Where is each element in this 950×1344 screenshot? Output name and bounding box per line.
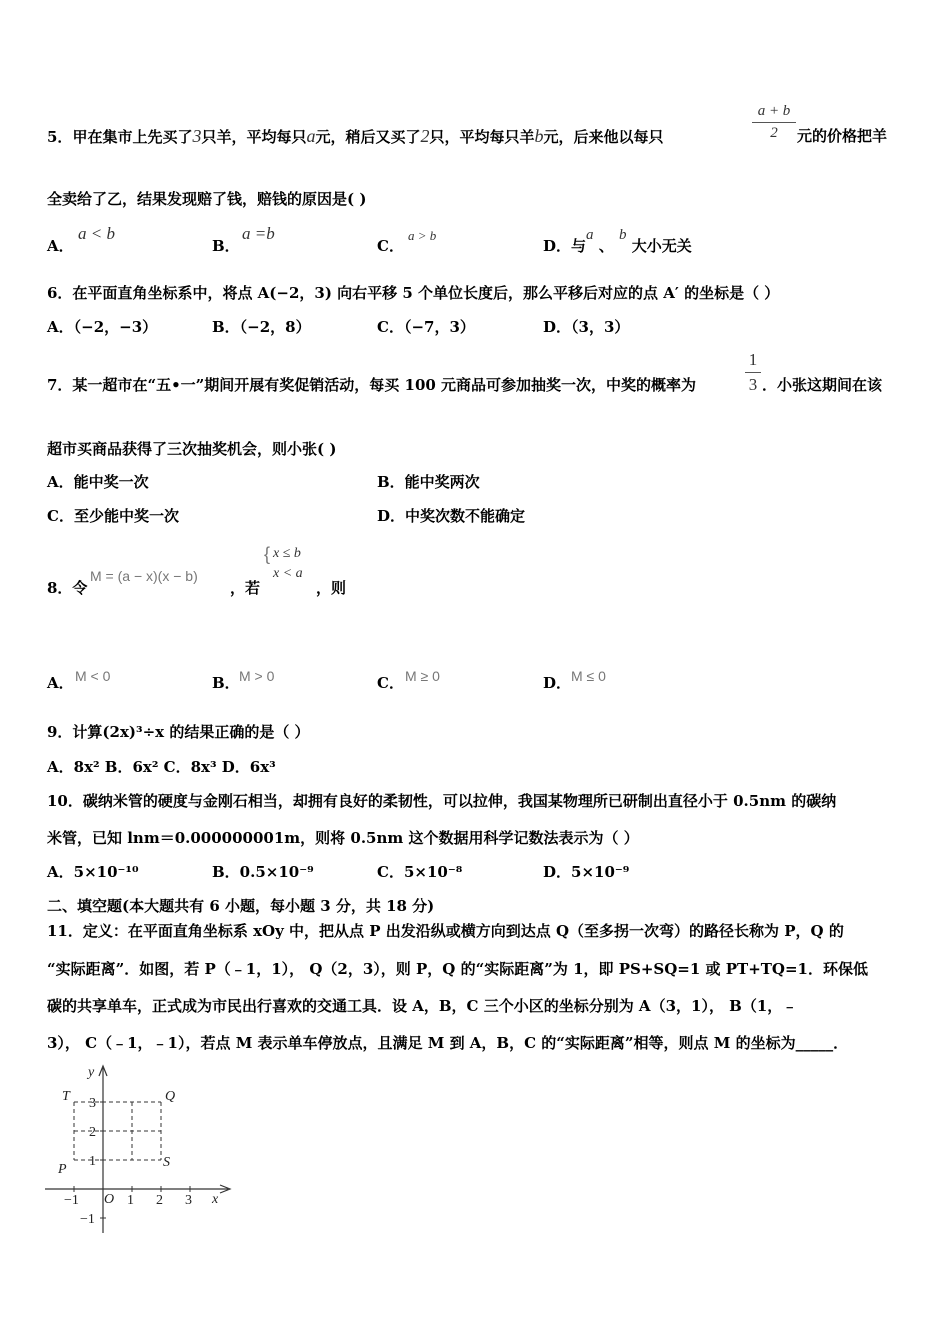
q7-option-d[interactable]: D．中奖次数不能确定: [377, 507, 526, 525]
origin-label: O: [104, 1192, 115, 1207]
q6-option-b[interactable]: B．（−2，8）: [212, 318, 311, 336]
q6-option-d[interactable]: D．（3，3）: [543, 318, 630, 336]
q5-line2: 全卖给了乙，结果发现赔了钱，赔钱的原因是( ): [47, 190, 367, 208]
x-tick-label-1: 1: [127, 1193, 134, 1208]
q7-option-c[interactable]: C．至少能中奖一次: [47, 507, 179, 525]
x-axis-label: x: [212, 1192, 219, 1207]
point-label-q: Q: [165, 1089, 176, 1104]
q11-line1: 11．定义：在平面直角坐标系 xOy 中，把从点 P 出发沿纵或横方向到达点 Q（至多拐一次弯）的路径长称为 P，Q 的: [47, 922, 844, 940]
q5-option-d[interactable]: D．与a 、 b 大小无关: [543, 227, 692, 255]
q8-option-a[interactable]: A．: [47, 674, 74, 692]
q10-option-b[interactable]: B．0.5×10⁻⁹: [212, 863, 314, 881]
q7-option-b[interactable]: B．能中奖两次: [377, 473, 480, 491]
q8-option-d[interactable]: D．: [543, 674, 572, 692]
q9-stem: 9．计算(2x)³÷x 的结果正确的是（ ）: [47, 723, 310, 741]
q5-fraction: a + b 2: [752, 103, 796, 142]
y-tick-label-2: 2: [89, 1125, 96, 1140]
y-tick-label-m1: −1: [80, 1212, 95, 1227]
q11-line3: 碳的共享单车，正式成为市民出行喜欢的交通工具．设 A，B，C 三个小区的坐标分别为 A（3，1）， B（1，﹣: [47, 997, 798, 1015]
q11-line4: 3）， C（﹣1，﹣1），若点 M 表示单车停放点，且满足 M 到 A，B，C 的“实际距离”相等，则点 M 的坐标为_____．: [47, 1034, 849, 1052]
q6-stem: 6．在平面直角坐标系中，将点 A(−2，3) 向右平移 5 个单位长度后，那么平移后对应的点 A′ 的坐标是（ ）: [47, 284, 780, 302]
q8-option-b-expr: M > 0: [239, 668, 275, 684]
q7-line1-tail: ．小张这期间在该: [762, 376, 883, 394]
q8-brace: {: [264, 544, 271, 564]
q5-number: 5．: [47, 128, 73, 146]
q7-fraction: 1 3: [745, 350, 761, 395]
q8-tail: ，则: [316, 579, 347, 597]
q10-line1: 10．碳纳米管的硬度与金刚石相当，却拥有良好的柔韧性，可以拉伸，我国某物理所已研制出直径小于 0.5nm 的碳纳: [47, 792, 837, 810]
q9-options[interactable]: A．8x² B．6x² C．8x³ D．6x³: [47, 758, 276, 776]
coordinate-graph: [40, 1058, 240, 1238]
q10-option-a[interactable]: A．5×10⁻¹⁰: [47, 863, 139, 881]
q5-option-c[interactable]: C．: [377, 237, 404, 255]
q10-option-c[interactable]: C．5×10⁻⁸: [377, 863, 463, 881]
q5-line1-tail: 元的价格把羊: [797, 127, 888, 145]
q7-line1: 7．某一超市在“五•一”期间开展有奖促销活动，每买 100 元商品可参加抽奖一次，中奖的概率为: [47, 376, 697, 394]
q7-line2: 超市买商品获得了三次抽奖机会，则小张( ): [47, 440, 337, 458]
q5-option-a[interactable]: A．: [47, 237, 74, 255]
q8-option-c[interactable]: C．: [377, 674, 404, 692]
x-tick-label-3: 3: [185, 1193, 192, 1208]
q6-option-c[interactable]: C．（−7，3）: [377, 318, 475, 336]
y-tick-label-3: 3: [89, 1096, 96, 1111]
q5-option-b-expr: a =b: [242, 224, 275, 243]
point-label-s: S: [163, 1155, 170, 1170]
y-tick-label-1: 1: [89, 1154, 96, 1169]
q8-option-b[interactable]: B．: [212, 674, 240, 692]
q8-option-d-expr: M ≤ 0: [571, 668, 606, 684]
q8-option-c-expr: M ≥ 0: [405, 668, 440, 684]
q8-option-a-expr: M < 0: [75, 668, 111, 684]
q10-line2: 米管，已知 lnm＝0.000000001m，则将 0.5nm 这个数据用科学记数法表示为（ ）: [47, 829, 639, 847]
point-label-p: P: [58, 1162, 67, 1177]
section-heading: 二、填空题(本大题共有 6 小题，每小题 3 分，共 18 分): [47, 897, 435, 915]
y-axis-label: y: [88, 1065, 95, 1080]
x-tick-label-2: 2: [156, 1193, 163, 1208]
q8-expression: M = (a − x)(x − b): [90, 568, 198, 584]
q5-option-b[interactable]: B．: [212, 237, 240, 255]
q5-option-c-expr: a > b: [408, 228, 437, 243]
q8-number: 8．令: [47, 579, 88, 597]
q10-option-d[interactable]: D．5×10⁻⁹: [543, 863, 630, 881]
q7-option-a[interactable]: A．能中奖一次: [47, 473, 149, 491]
q8-condition-2: x < a: [273, 566, 303, 581]
q6-option-a[interactable]: A．（−2，−3）: [47, 318, 158, 336]
x-tick-label-m1: −1: [64, 1193, 79, 1208]
point-label-t: T: [62, 1089, 70, 1104]
q5-option-a-expr: a < b: [78, 224, 115, 243]
q11-line2: “实际距离”．如图，若 P（﹣1，1）， Q（2，3），则 P，Q 的“实际距离”为 1，即 PS+SQ=1 或 PT+TQ=1．环保低: [47, 960, 868, 978]
q8-mid: ，若: [230, 579, 261, 597]
q8-condition-1: x ≤ b: [273, 546, 301, 561]
q5-line1: 5．甲在集市上先买了3只羊，平均每只a元，稍后又买了2只，平均每只羊b元，后来他以每只: [47, 126, 664, 146]
